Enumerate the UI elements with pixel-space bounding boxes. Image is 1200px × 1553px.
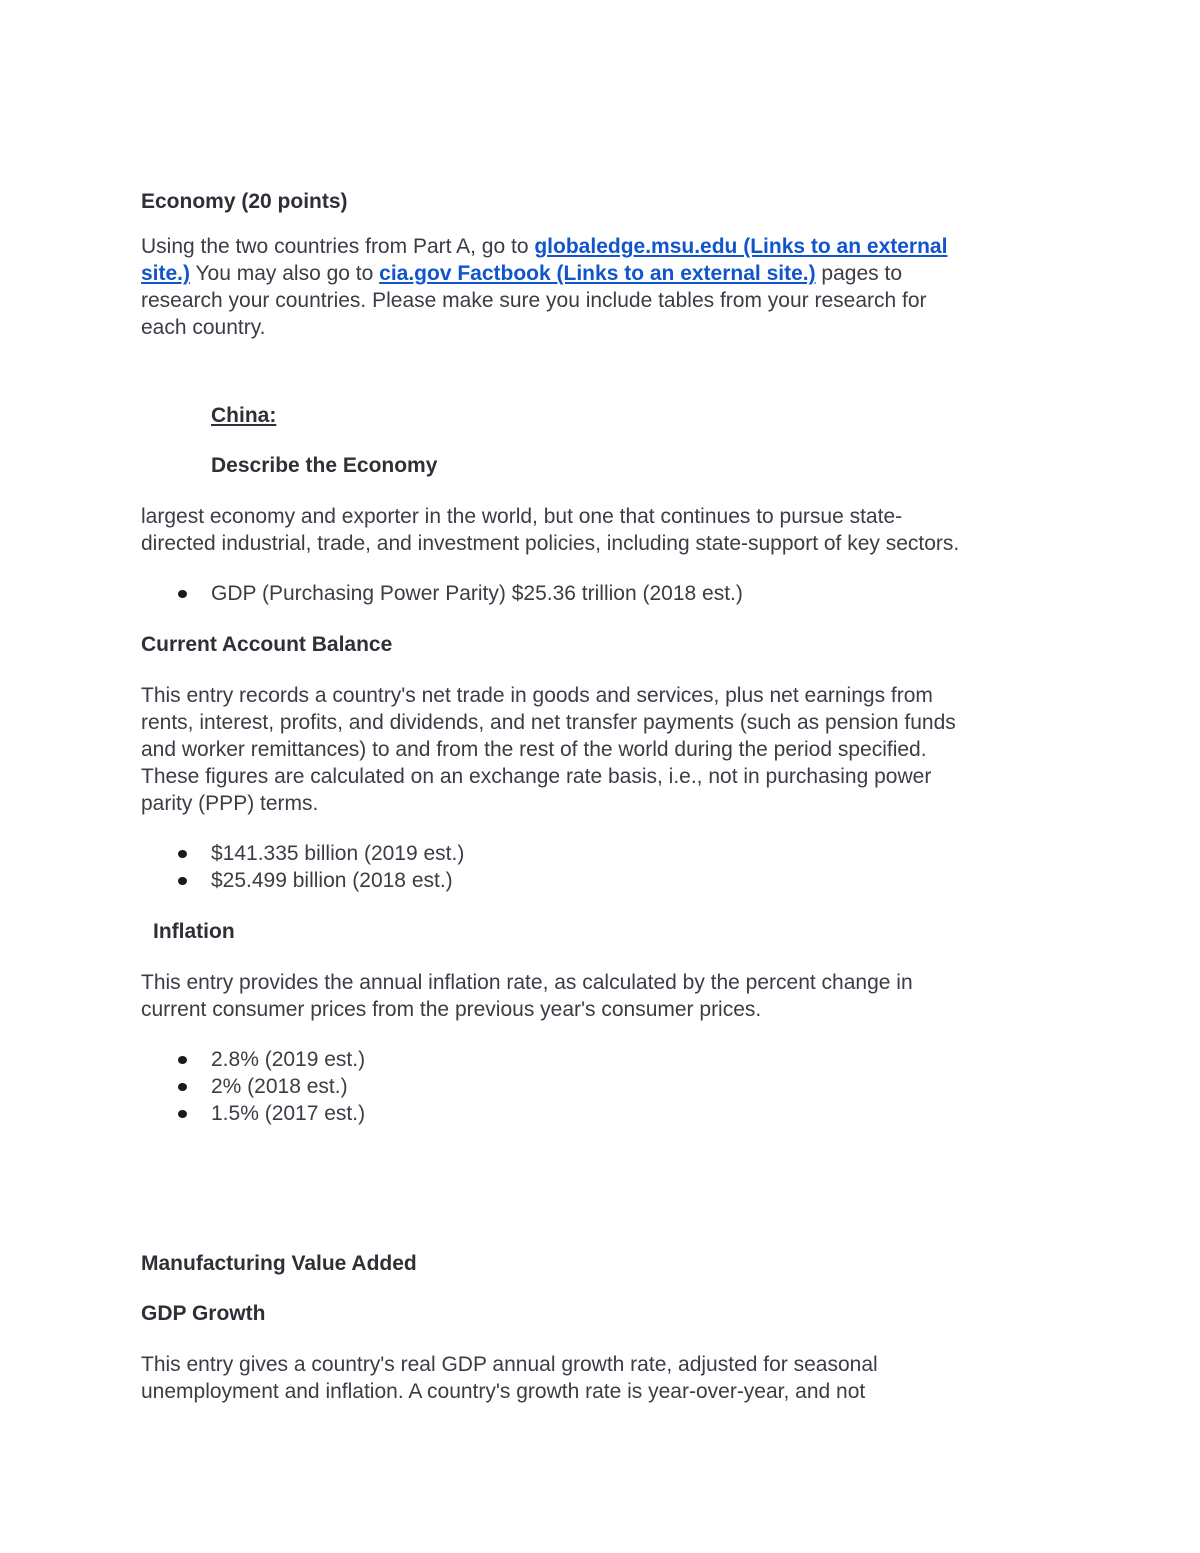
intro-line-2	[141, 260, 1061, 287]
bullet-icon	[178, 1056, 187, 1064]
list-item	[141, 840, 464, 867]
economy-heading: Economy (20 points)	[141, 190, 348, 213]
manufacturing-heading: Manufacturing Value Added	[141, 1252, 417, 1275]
gdp-growth-line-2: unemployment and inflation. A country's growth rate is year-over-year, and not	[141, 1380, 866, 1403]
globaledge-link[interactable]: globaledge.msu.edu (Links to an external	[534, 235, 948, 258]
gdp-growth-line-1: This entry gives a country's real GDP annual growth rate, adjusted for seasonal	[141, 1353, 878, 1376]
list-item	[141, 1100, 365, 1127]
list-item-text: $25.499 billion (2018 est.)	[211, 869, 453, 892]
describe-line-1: largest economy and exporter in the world, but one that continues to pursue state-	[141, 505, 903, 528]
inflation-line-1: This entry provides the annual inflation rate, as calculated by the percent change in	[141, 971, 913, 994]
cia-factbook-link[interactable]: cia.gov Factbook (Links to an external site.)	[379, 262, 816, 285]
intro-text-1: Using the two countries from Part A, go to	[141, 235, 535, 258]
current-account-heading: Current Account Balance	[141, 633, 393, 656]
bullet-icon	[178, 850, 187, 858]
describe-line-2: directed industrial, trade, and investment policies, including state-support of key sectors.	[141, 532, 960, 555]
current-account-line-3: and worker remittances) to and from the rest of the world during the period specified.	[141, 738, 927, 761]
list-item-text: GDP (Purchasing Power Parity) $25.36 trillion (2018 est.)	[211, 582, 743, 605]
describe-economy-heading: Describe the Economy	[211, 454, 438, 477]
list-item-text: 2.8% (2019 est.)	[211, 1048, 366, 1071]
intro-paragraph	[141, 233, 1061, 341]
list-item	[141, 867, 464, 894]
inflation-list	[141, 1046, 365, 1127]
list-item	[141, 580, 743, 607]
current-account-line-1: This entry records a country's net trade in goods and services, plus net earnings from	[141, 684, 933, 707]
intro-line-4: each country.	[141, 316, 266, 339]
gdp-growth-paragraph	[141, 1351, 1061, 1405]
current-account-line-2: rents, interest, profits, and dividends, and net transfer payments (such as pension funds	[141, 711, 956, 734]
intro-text-3: pages to	[815, 262, 902, 285]
bullet-icon	[178, 877, 187, 885]
describe-economy-paragraph	[141, 503, 1061, 557]
current-account-line-4: These figures are calculated on an exchange rate basis, i.e., not in purchasing power	[141, 765, 932, 788]
current-account-paragraph	[141, 682, 1061, 817]
bullet-icon	[178, 1083, 187, 1091]
bullet-icon	[178, 1110, 187, 1118]
list-item-text: $141.335 billion (2019 est.)	[211, 842, 465, 865]
inflation-line-2: current consumer prices from the previous year's consumer prices.	[141, 998, 762, 1021]
intro-line-1	[141, 233, 1061, 260]
list-item	[141, 1073, 365, 1100]
intro-text-2: You may also go to	[190, 262, 380, 285]
list-item-text: 1.5% (2017 est.)	[211, 1102, 366, 1125]
globaledge-link-continued[interactable]: site.)	[141, 262, 191, 285]
list-item	[141, 1046, 365, 1073]
bullet-icon	[178, 590, 187, 598]
inflation-paragraph	[141, 969, 1061, 1023]
inflation-heading: Inflation	[153, 920, 235, 943]
current-account-list	[141, 840, 464, 894]
intro-line-3: research your countries. Please make sure you include tables from your research for	[141, 289, 927, 312]
gdp-list	[141, 580, 743, 607]
country-heading: China:	[211, 404, 277, 427]
gdp-growth-heading: GDP Growth	[141, 1302, 266, 1325]
current-account-line-5: parity (PPP) terms.	[141, 792, 319, 815]
list-item-text: 2% (2018 est.)	[211, 1075, 348, 1098]
